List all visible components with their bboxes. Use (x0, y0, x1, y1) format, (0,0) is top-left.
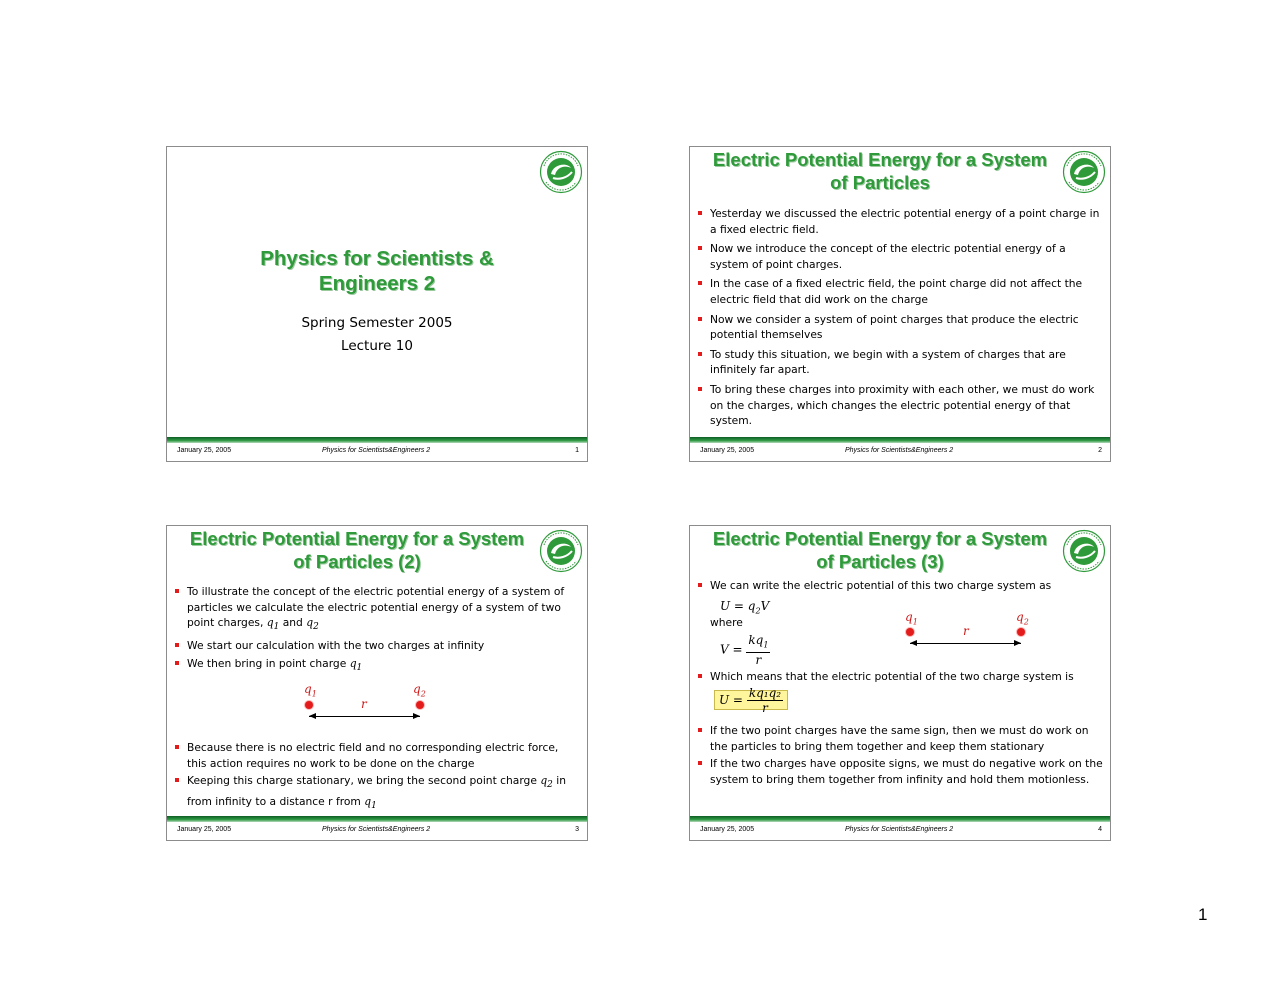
q2-label: $q_2$ (1016, 610, 1029, 627)
bullet: To bring these charges into proximity with each other, we must do work on the charges, which changes the electric potential energy of that system. (696, 382, 1104, 429)
slide-4-bullet-1 (696, 578, 1104, 598)
charge-q2-icon (1017, 628, 1025, 636)
slide-footer (167, 816, 587, 840)
footer-course: Physics for Scientists&Engineers 2 (845, 447, 954, 454)
footer-bar (167, 816, 587, 822)
bullet: We then bring in point charge $q_1$ (173, 656, 581, 677)
equation-v: V = $\frac{kq_1}{r}$ (720, 633, 769, 668)
q2-label: $q_2$ (413, 682, 426, 699)
slide-3-title: Electric Potential Energy for a System of Particles (2) (189, 528, 525, 572)
bullet: Yesterday we discussed the electric potential energy of a point charge in a fixed electric field. (696, 206, 1104, 237)
footer-date: January 25, 2005 (177, 447, 232, 454)
distance-arrow (910, 643, 1021, 644)
slide-1-title: Physics for Scientists & Engineers 2 (260, 247, 494, 295)
distance-label: r (963, 624, 969, 638)
bullet: Now we consider a system of point charges that produce the electric potential themselves (696, 312, 1104, 343)
bullet: Now we introduce the concept of the electric potential energy of a system of point charges. (696, 241, 1104, 272)
footer-bar (690, 437, 1110, 443)
bullet: We can write the electric potential of this two charge system as (696, 578, 1104, 594)
footer-course: Physics for Scientists&Engineers 2 (322, 447, 431, 454)
footer-date: January 25, 2005 (700, 826, 755, 833)
distance-arrow (309, 716, 420, 717)
slide-footer (167, 437, 587, 461)
slide-3 (166, 525, 588, 841)
slide-3-body-bottom (173, 740, 581, 817)
slide-3-body-top (173, 584, 581, 678)
slide-2-title: Electric Potential Energy for a System of Particles (712, 149, 1048, 193)
semester-label: Spring Semester 2005 (301, 315, 453, 331)
slide-footer (690, 816, 1110, 840)
q2-symbol: $q_2$ (306, 616, 319, 633)
highlighted-equation: U = $\frac{\text{kq₁q₂}}{r}$ (714, 690, 788, 710)
footer-course: Physics for Scientists&Engineers 2 (322, 826, 431, 833)
equation-u-result (714, 686, 788, 715)
distance-label: r (361, 697, 367, 711)
bullet: We start our calculation with the two charges at infinity (173, 638, 581, 654)
bullet: In the case of a fixed electric field, the point charge did not affect the electric field that did work on the charge (696, 276, 1104, 307)
bullet: Which means that the electric potential of the two charge system is (696, 669, 1104, 685)
charge-q1-icon (906, 628, 914, 636)
bullet: To study this situation, we begin with a system of charges that are infinitely far apart. (696, 347, 1104, 378)
university-seal-icon (1062, 529, 1106, 573)
slide-2 (689, 146, 1111, 462)
footer-bar (167, 437, 587, 443)
footer-date: January 25, 2005 (177, 826, 232, 833)
slide-4-bullets-bottom (696, 723, 1104, 789)
q1-symbol: $q_1$ (266, 616, 280, 633)
slide-4 (689, 525, 1111, 841)
slide-1 (166, 146, 588, 462)
slide-2-body (696, 206, 1104, 433)
footer-bar (690, 816, 1110, 822)
q1-symbol: $q_1$ (349, 656, 363, 673)
q2-symbol: $q_2$ (540, 774, 553, 791)
bullet: If the two point charges have the same sign, then we must do work on the particles to bring them together and keep them stationary (696, 723, 1104, 754)
charge-q2-icon (416, 701, 424, 709)
slide-number: 2 (1098, 447, 1102, 454)
footer-course: Physics for Scientists&Engineers 2 (845, 826, 954, 833)
lecture-label: Lecture 10 (341, 338, 413, 354)
slide-4-title: Electric Potential Energy for a System of Particles (3) (712, 528, 1048, 572)
charge-q1-icon (305, 701, 313, 709)
slide-number: 1 (575, 447, 579, 454)
university-seal-icon (539, 150, 583, 194)
q1-label: $q_1$ (905, 610, 918, 627)
university-seal-icon (1062, 150, 1106, 194)
page-number: 1 (1198, 905, 1208, 924)
bullet: Keeping this charge stationary, we bring the second point charge $q_2$ in from infinity to a distance r from $q_1$ (173, 773, 581, 814)
equation-u-q2v: $U = q_2V$ (720, 599, 770, 616)
q1-symbol: $q_1$ (364, 794, 377, 812)
where-label: where (710, 616, 743, 629)
footer-date: January 25, 2005 (700, 447, 755, 454)
bullet: If the two charges have opposite signs, we must do negative work on the system to bring them together from infinity and hold them motionless. (696, 756, 1104, 787)
bullet: To illustrate the concept of the electric potential energy of a system of particles we calculate the electric potential energy of a system of two point charges, $q_1$ and $q_2$ (173, 584, 581, 636)
slide-number: 4 (1098, 826, 1102, 833)
q1-label: $q_1$ (304, 682, 317, 699)
university-seal-icon (539, 529, 583, 573)
slide-footer (690, 437, 1110, 461)
bullet: Because there is no electric field and no corresponding electric force, this action requires no work to be done on the charge (173, 740, 581, 771)
slide-number: 3 (575, 826, 579, 833)
